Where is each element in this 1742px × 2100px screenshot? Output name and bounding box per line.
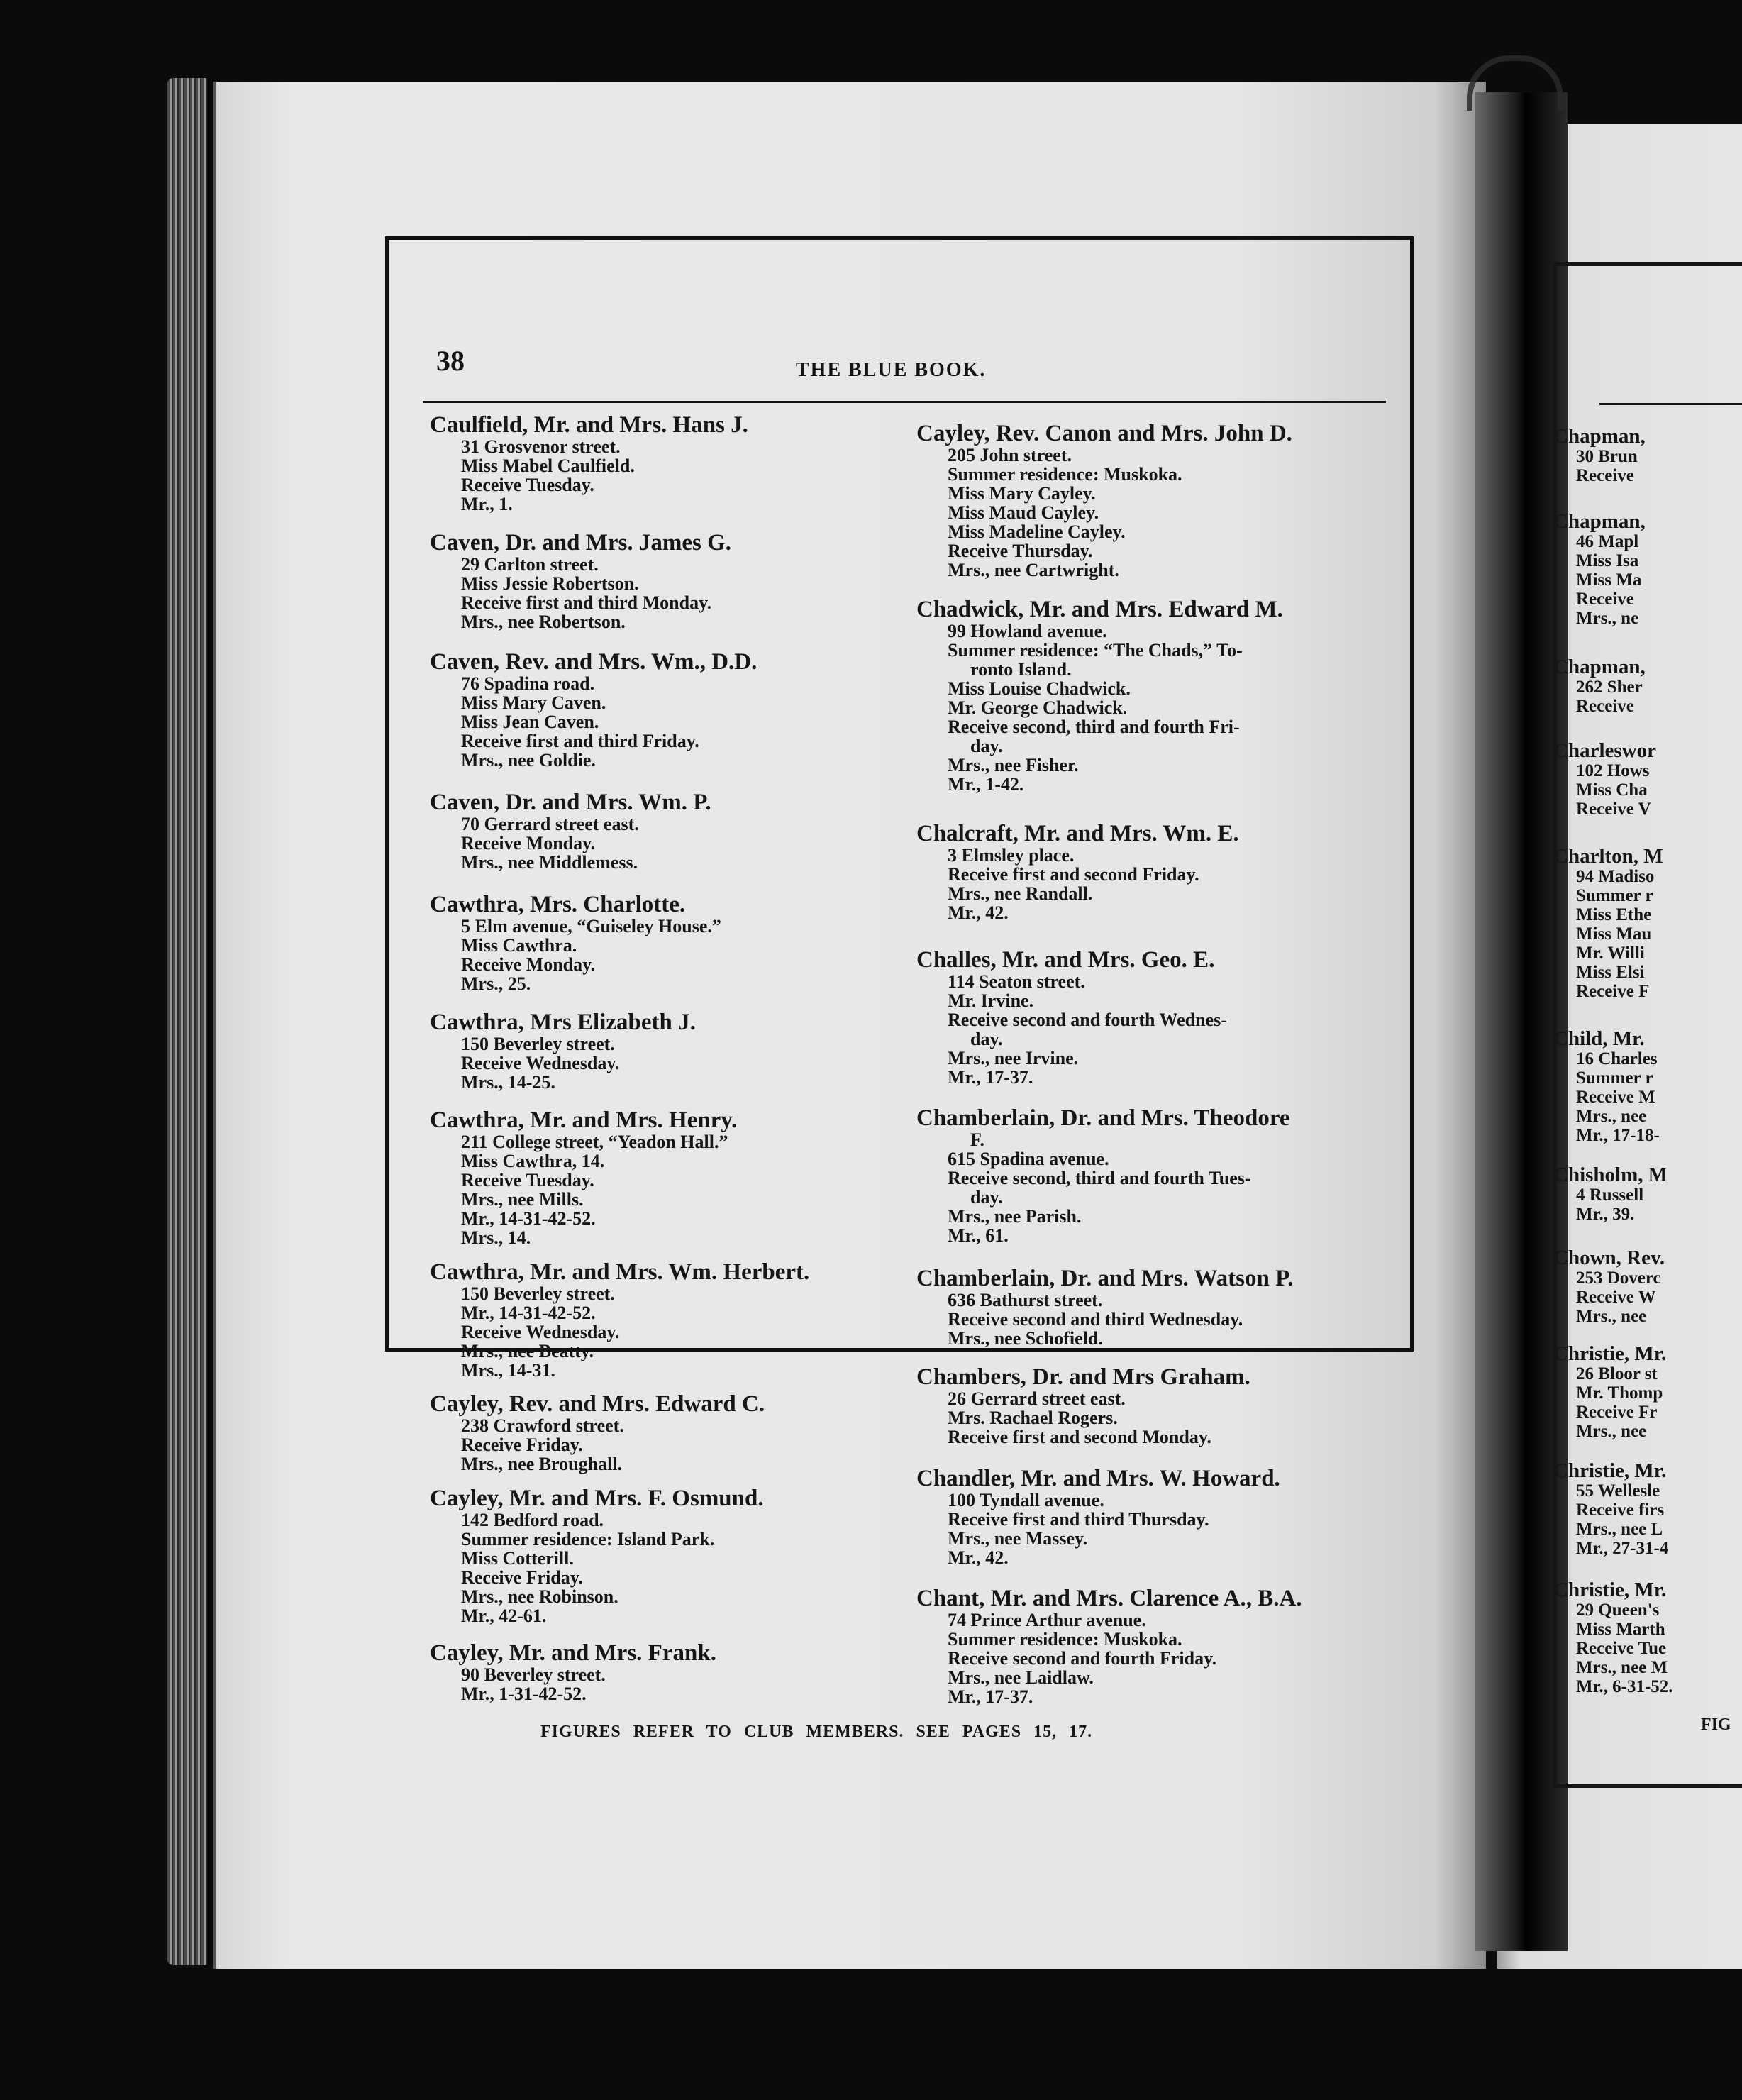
entry-detail-line: 262 Sher — [1576, 678, 1643, 697]
entry-detail-line: Receive first and third Friday. — [461, 731, 699, 751]
entry-detail-line: 211 College street, “Yeadon Hall.” — [461, 1132, 728, 1152]
entry-detail-line: Receive V — [1576, 800, 1651, 819]
directory-entry — [1553, 1164, 1742, 1224]
entry-detail-line: Mrs., nee Schofield. — [948, 1328, 1103, 1349]
entry-detail-line: Mrs., 25. — [461, 973, 531, 994]
entry-detail-line: Mr., 42. — [948, 1547, 1009, 1568]
entry-detail-line: Receive Tue — [1576, 1639, 1667, 1658]
directory-entry — [1553, 1343, 1742, 1441]
entry-detail-line: 55 Wellesle — [1576, 1481, 1660, 1501]
entry-detail-line: Mrs. Rachael Rogers. — [948, 1408, 1118, 1428]
binding-clip — [1467, 55, 1563, 111]
entry-detail-line: Receive second, third and fourth Tues- — [948, 1168, 1251, 1188]
entry-detail-line: Miss Jessie Robertson. — [461, 573, 639, 594]
entry-detail-line: Mr. Willi — [1576, 944, 1645, 963]
entry-detail-line: 636 Bathurst street. — [948, 1290, 1103, 1310]
entry-detail-line: Receive first and second Friday. — [948, 864, 1199, 885]
entry-detail-line: Receive second and fourth Friday. — [948, 1648, 1217, 1669]
entry-detail-line: 3 Elmsley place. — [948, 845, 1075, 866]
entry-detail-line: Mr., 42-61. — [461, 1606, 547, 1626]
entry-detail-line: 30 Brun — [1576, 447, 1638, 466]
directory-entry — [1553, 1460, 1742, 1558]
entry-detail-line: Mrs., 14-31. — [461, 1360, 555, 1381]
entry-detail-line: 90 Beverley street. — [461, 1664, 606, 1685]
entry-detail-line: Mrs., nee — [1576, 1107, 1647, 1126]
entry-detail-line: Miss Mau — [1576, 924, 1652, 944]
entry-detail-line: Mr. Thomp — [1576, 1383, 1663, 1403]
entry-detail-line: 238 Crawford street. — [461, 1415, 624, 1436]
entry-name: Chamberlain, Dr. and Mrs. Theodore — [916, 1105, 1290, 1131]
entry-detail-line: Mr. Irvine. — [948, 990, 1034, 1011]
entry-detail-line: 100 Tyndall avenue. — [948, 1490, 1104, 1510]
entry-name: Chisholm, M — [1553, 1164, 1668, 1186]
page-number: 38 — [436, 345, 465, 377]
entry-name: Chapman, — [1553, 510, 1646, 533]
entry-detail-line: ronto Island. — [970, 659, 1072, 680]
directory-entry — [916, 822, 1239, 922]
entry-name: Cawthra, Mrs Elizabeth J. — [430, 1010, 696, 1035]
entry-name: Cayley, Mr. and Mrs. F. Osmund. — [430, 1486, 764, 1511]
entry-name: Chown, Rev. — [1553, 1247, 1665, 1269]
entry-detail-line: 74 Prince Arthur avenue. — [948, 1610, 1146, 1630]
entry-detail-line: Mr., 6-31-52. — [1576, 1677, 1673, 1696]
entry-name: Charleswor — [1553, 739, 1656, 762]
entry-detail-line: Miss Marth — [1576, 1620, 1665, 1639]
directory-entry — [916, 1466, 1280, 1567]
entry-detail-line: Mrs., nee Robertson. — [461, 612, 626, 632]
entry-detail-line: 94 Madiso — [1576, 867, 1655, 886]
entry-detail-line: Receive Thursday. — [948, 541, 1093, 561]
entry-detail-line: Mrs., nee Irvine. — [948, 1048, 1079, 1068]
entry-detail-line: Mrs., nee Cartwright. — [948, 560, 1119, 580]
entry-detail-line: Miss Jean Caven. — [461, 712, 599, 732]
entry-detail-line: Receive Friday. — [461, 1567, 583, 1588]
entry-detail-line: 4 Russell — [1576, 1186, 1644, 1205]
entry-name: Chalcraft, Mr. and Mrs. Wm. E. — [916, 821, 1239, 846]
entry-detail-line: Mr., 1-42. — [948, 774, 1024, 795]
entry-detail-line: 142 Bedford road. — [461, 1510, 604, 1530]
entry-detail-line: Mr., 39. — [1576, 1205, 1635, 1224]
directory-entry — [1553, 426, 1742, 485]
directory-entry — [1553, 511, 1742, 628]
entry-detail-line: 150 Beverley street. — [461, 1283, 615, 1304]
entry-detail-line: Mr., 17-18- — [1576, 1126, 1660, 1145]
entry-name: Christie, Mr. — [1553, 1459, 1667, 1482]
entry-detail-line: Miss Elsi — [1576, 963, 1645, 982]
entry-detail-line: 150 Beverley street. — [461, 1034, 615, 1054]
entry-detail-line: Receive first and second Monday. — [948, 1427, 1211, 1447]
entry-detail-line: Mrs., nee Goldie. — [461, 750, 596, 770]
entry-name: Chant, Mr. and Mrs. Clarence A., B.A. — [916, 1586, 1302, 1611]
entry-detail-line: 26 Gerrard street east. — [948, 1388, 1126, 1409]
entry-detail-line: Mrs., 14. — [461, 1227, 531, 1248]
entry-detail-line: 26 Bloor st — [1576, 1364, 1658, 1383]
entry-detail-line: Miss Louise Chadwick. — [948, 678, 1131, 699]
entry-name: Christie, Mr. — [1553, 1342, 1667, 1365]
entry-detail-line: Mr., 27-31-4 — [1576, 1539, 1669, 1558]
entry-name: Cawthra, Mrs. Charlotte. — [430, 892, 686, 917]
entry-detail-line: Summer residence: Muskoka. — [948, 1629, 1182, 1649]
entry-detail-line: Mrs., nee — [1576, 1422, 1647, 1441]
entry-detail-line: 205 John street. — [948, 445, 1072, 465]
entry-detail-line: Summer residence: Muskoka. — [948, 464, 1182, 485]
entry-detail-line: Mr., 14-31-42-52. — [461, 1303, 596, 1323]
entry-detail-line: Receive second and third Wednesday. — [948, 1309, 1243, 1330]
entry-name: Cayley, Rev. Canon and Mrs. John D. — [916, 421, 1292, 446]
entry-detail-line: 114 Seaton street. — [948, 971, 1085, 992]
entry-detail-line: Miss Mary Cayley. — [948, 483, 1096, 504]
entry-detail-line: Receive M — [1576, 1088, 1655, 1107]
entry-detail-line: Mrs., nee L — [1576, 1520, 1663, 1539]
entry-detail-line: Mrs., nee Parish. — [948, 1206, 1082, 1227]
entry-detail-line: Mrs., nee M — [1576, 1658, 1668, 1677]
entry-name: Caven, Dr. and Mrs. Wm. P. — [430, 790, 711, 815]
entry-detail-line: 615 Spadina avenue. — [948, 1149, 1109, 1169]
entry-detail-line: 70 Gerrard street east. — [461, 814, 639, 834]
entry-detail-line: Mrs., ne — [1576, 609, 1639, 628]
entry-detail-line: 76 Spadina road. — [461, 673, 595, 694]
next-page-column — [1553, 0, 1742, 2100]
entry-name: Child, Mr. — [1553, 1027, 1645, 1050]
entry-name: Cawthra, Mr. and Mrs. Henry. — [430, 1107, 738, 1133]
entry-detail-line: day. — [970, 736, 1003, 756]
entry-name: Caven, Rev. and Mrs. Wm., D.D. — [430, 649, 758, 675]
entry-detail-line: Summer r — [1576, 1068, 1653, 1088]
running-head: THE BLUE BOOK. — [796, 359, 987, 381]
entry-detail-line: Receive Fr — [1576, 1403, 1658, 1422]
entry-detail-line: Miss Cha — [1576, 780, 1648, 800]
entry-detail-line: Receive second, third and fourth Fri- — [948, 717, 1240, 737]
entry-detail-line: Mrs., nee — [1576, 1307, 1647, 1326]
entry-detail-line: Mr., 17-37. — [948, 1067, 1033, 1088]
entry-detail-line: Receive second and fourth Wednes- — [948, 1010, 1227, 1030]
entry-detail-line: Miss Cawthra, 14. — [461, 1151, 605, 1171]
entry-detail-line: Receive Monday. — [461, 833, 596, 853]
next-page-footer: FIG — [1701, 1715, 1731, 1734]
directory-entry — [1553, 1247, 1742, 1326]
entry-detail-line: 29 Queen's — [1576, 1601, 1660, 1620]
entry-detail-line: Mrs., nee Fisher. — [948, 755, 1079, 775]
entry-detail-line: 5 Elm avenue, “Guiseley House.” — [461, 916, 721, 936]
entry-detail-line: Miss Maud Cayley. — [948, 502, 1099, 523]
entry-name: Caven, Dr. and Mrs. James G. — [430, 530, 732, 556]
entry-detail-line: 253 Doverc — [1576, 1269, 1661, 1288]
entry-detail-line: 99 Howland avenue. — [948, 621, 1107, 641]
entry-detail-line: F. — [970, 1129, 984, 1150]
entry-detail-line: Mr. George Chadwick. — [948, 697, 1128, 718]
entry-detail-line: 29 Carlton street. — [461, 554, 599, 575]
entry-detail-line: Summer residence: “The Chads,” To- — [948, 640, 1243, 661]
entry-detail-line: Miss Ethe — [1576, 905, 1652, 924]
entry-detail-line: Miss Mabel Caulfield. — [461, 455, 635, 476]
entry-name: Challes, Mr. and Mrs. Geo. E. — [916, 947, 1215, 973]
entry-detail-line: Mrs., nee Robinson. — [461, 1586, 618, 1607]
entry-detail-line: Miss Madeline Cayley. — [948, 521, 1126, 542]
entry-name: Cayley, Rev. and Mrs. Edward C. — [430, 1391, 765, 1417]
directory-entry — [1553, 846, 1742, 1001]
entry-detail-line: Miss Cawthra. — [461, 935, 577, 956]
directory-entry — [916, 1106, 1290, 1245]
entry-detail-line: Receive firs — [1576, 1501, 1665, 1520]
entry-name: Caulfield, Mr. and Mrs. Hans J. — [430, 412, 748, 438]
entry-detail-line: Mr., 1. — [461, 494, 513, 514]
entry-name: Chapman, — [1553, 425, 1646, 448]
entry-detail-line: Summer residence: Island Park. — [461, 1529, 715, 1549]
entry-detail-line: Mrs., nee Massey. — [948, 1528, 1088, 1549]
page-footer: FIGURES REFER TO CLUB MEMBERS. SEE PAGES 15, 17. — [540, 1723, 1093, 1741]
directory-entry — [1553, 740, 1742, 819]
entry-detail-line: Receive Tuesday. — [461, 1170, 594, 1190]
entry-detail-line: Receive — [1576, 697, 1634, 716]
entry-detail-line: Receive — [1576, 466, 1634, 485]
entry-name: Cawthra, Mr. and Mrs. Wm. Herbert. — [430, 1259, 810, 1285]
entry-detail-line: Miss Cotterill. — [461, 1548, 574, 1569]
directory-entry — [916, 597, 1283, 794]
entry-detail-line: Summer r — [1576, 886, 1653, 905]
entry-name: Cayley, Mr. and Mrs. Frank. — [430, 1640, 716, 1666]
entry-detail-line: Mr., 42. — [948, 902, 1009, 923]
directory-entry — [1553, 1579, 1742, 1696]
entry-detail-line: Mr., 61. — [948, 1225, 1009, 1246]
entry-detail-line: Mr., 14-31-42-52. — [461, 1208, 596, 1229]
entry-name: Christie, Mr. — [1553, 1579, 1667, 1601]
entry-detail-line: 102 Hows — [1576, 761, 1650, 780]
entry-detail-line: 31 Grosvenor street. — [461, 436, 621, 457]
header-rule — [423, 401, 1386, 403]
entry-detail-line: Mrs., nee Mills. — [461, 1189, 584, 1210]
entry-detail-line: Receive Monday. — [461, 954, 596, 975]
entry-name: Chandler, Mr. and Mrs. W. Howard. — [916, 1466, 1280, 1491]
entry-detail-line: Mrs., nee Middlemess. — [461, 852, 638, 873]
entry-detail-line: 16 Charles — [1576, 1049, 1658, 1068]
entry-detail-line: Mrs., nee Randall. — [948, 883, 1093, 904]
directory-entry — [916, 1586, 1302, 1706]
entry-detail-line: Mr., 17-37. — [948, 1686, 1033, 1707]
entry-detail-line: day. — [970, 1029, 1003, 1049]
entry-detail-line: Receive Wednesday. — [461, 1053, 620, 1073]
entry-detail-line: Miss Isa — [1576, 551, 1639, 570]
directory-entry — [1553, 656, 1742, 716]
entry-name: Charlton, M — [1553, 845, 1663, 868]
entry-detail-line: Receive Tuesday. — [461, 475, 594, 495]
directory-entry — [1553, 1028, 1742, 1145]
entry-detail-line: Mrs., nee Beatty. — [461, 1341, 594, 1361]
entry-detail-line: Receive first and third Thursday. — [948, 1509, 1209, 1530]
entry-detail-line: Receive — [1576, 590, 1634, 609]
entry-detail-line: Miss Ma — [1576, 570, 1642, 590]
entry-detail-line: Receive first and third Monday. — [461, 592, 712, 613]
entry-name: Chamberlain, Dr. and Mrs. Watson P. — [916, 1266, 1294, 1291]
entry-detail-line: Mrs., nee Laidlaw. — [948, 1667, 1094, 1688]
entry-detail-line: day. — [970, 1187, 1003, 1208]
entry-detail-line: Receive F — [1576, 982, 1650, 1001]
entry-detail-line: Receive Friday. — [461, 1435, 583, 1455]
entry-detail-line: Mrs., 14-25. — [461, 1072, 555, 1093]
entry-detail-line: Mr., 1-31-42-52. — [461, 1684, 587, 1704]
entry-detail-line: 46 Mapl — [1576, 532, 1639, 551]
entry-detail-line: Receive W — [1576, 1288, 1656, 1307]
directory-entry — [916, 1365, 1250, 1447]
entry-detail-line: Miss Mary Caven. — [461, 692, 606, 713]
directory-entry — [916, 1266, 1293, 1348]
entry-name: Chapman, — [1553, 656, 1646, 678]
entry-detail-line: Receive Wednesday. — [461, 1322, 620, 1342]
entry-name: Chadwick, Mr. and Mrs. Edward M. — [916, 597, 1283, 622]
directory-entry — [916, 948, 1227, 1087]
directory-entry — [916, 421, 1292, 580]
entry-name: Chambers, Dr. and Mrs Graham. — [916, 1364, 1250, 1390]
entry-detail-line: Mrs., nee Broughall. — [461, 1454, 623, 1474]
